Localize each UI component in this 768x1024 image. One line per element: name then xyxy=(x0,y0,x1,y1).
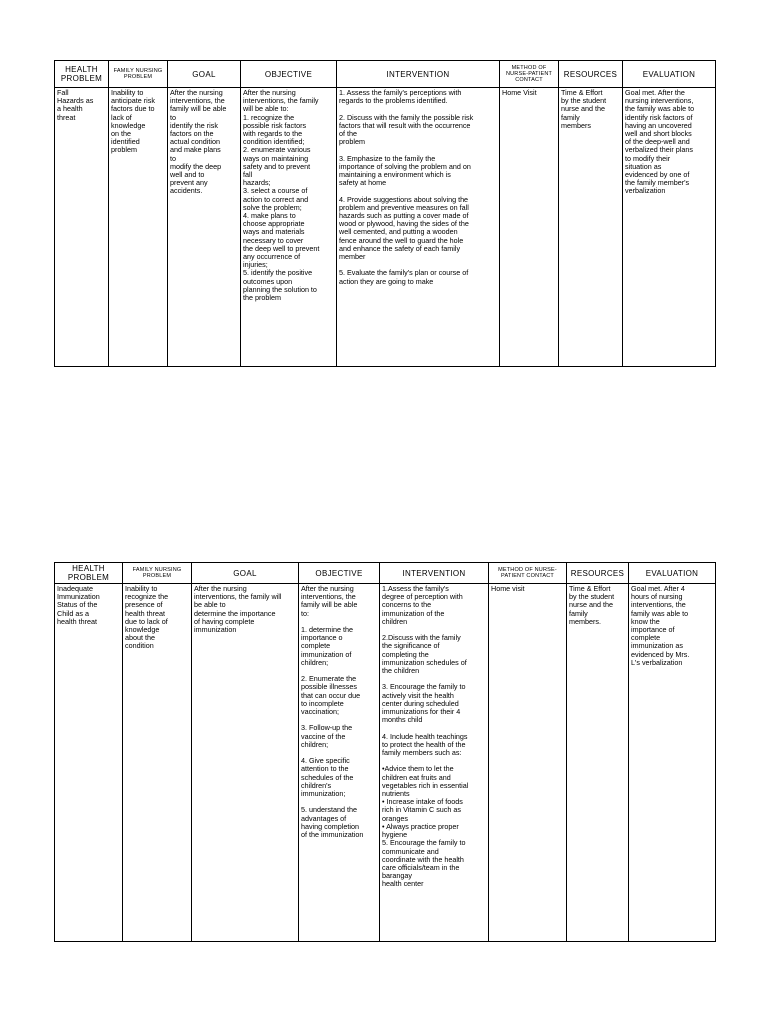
header-evaluation: EVALUATION xyxy=(623,61,716,88)
cell-text-line: health threat xyxy=(125,608,165,618)
cell-text-line: family will be able xyxy=(170,104,227,114)
cell-text-line: knowledge xyxy=(111,120,146,130)
cell-resources xyxy=(559,88,623,367)
cell-evaluation xyxy=(629,584,716,942)
cell-text-line: presence of xyxy=(125,600,163,610)
cell-text-line: Immunization xyxy=(57,592,100,602)
cell-text-line: • Always practice proper xyxy=(382,821,459,831)
cell-text-line: 4. Provide suggestions about solving the xyxy=(339,194,469,204)
cell-text-line: After the nursing xyxy=(170,88,223,97)
cell-text-line: immunization; xyxy=(301,789,346,799)
cell-text-line: importance o xyxy=(301,633,343,643)
cell-text-line: by the student xyxy=(569,592,615,602)
cell-text-line: well and short blocks xyxy=(625,129,692,139)
cell-text-line: hazards; xyxy=(243,178,271,188)
cell-text-line: action to correct and xyxy=(243,194,309,204)
cell-text-line: by the student xyxy=(561,96,607,106)
care-plan-table-immunization xyxy=(54,562,716,942)
cell-text-line: immunization of the xyxy=(382,608,445,618)
cell-text-line: members xyxy=(561,120,591,130)
cell-goal xyxy=(192,584,299,942)
cell-text-line: interventions, the xyxy=(301,592,356,602)
cell-text-line: know the xyxy=(631,616,660,626)
cell-family-nursing-problem xyxy=(123,584,192,942)
cell-text-line: interventions, the family will xyxy=(194,592,282,602)
header-goal: GOAL xyxy=(168,61,241,88)
cell-text-line: immunizations for their 4 xyxy=(382,707,461,717)
cell-text-line: Time & Effort xyxy=(569,584,611,593)
cell-text-line: to incomplete xyxy=(301,698,344,708)
cell-text-line: 5. understand the xyxy=(301,805,357,815)
cell-text-line: months child xyxy=(382,715,423,725)
cell-text-line: to modify their xyxy=(625,153,671,163)
cell-text-line: rich in Vitamin C such as xyxy=(382,805,461,815)
cell-text-line: complete xyxy=(301,641,331,651)
cell-text-line: about the xyxy=(125,633,155,643)
cell-text-line: Inability to xyxy=(125,584,158,593)
cell-text-line: hours of nursing xyxy=(631,592,683,602)
header-evaluation: EVALUATION xyxy=(629,563,716,584)
cell-text-line: on the xyxy=(111,129,131,139)
cell-text-line: recognize the xyxy=(125,592,169,602)
cell-text-line: center during scheduled xyxy=(382,698,459,708)
cell-text-line: •Advice them to let the xyxy=(382,764,454,774)
cell-text-line: the family member's xyxy=(625,178,690,188)
cell-text-line: hygiene xyxy=(382,830,408,840)
cell-family-nursing-problem xyxy=(109,88,168,367)
cell-text-line: actively visit the health xyxy=(382,690,454,700)
cell-text-line: Inability to xyxy=(111,88,144,97)
cell-text-line: schedules of the xyxy=(301,772,354,782)
cell-text-line: 3. select a course of xyxy=(243,186,308,196)
cell-text-line: oranges xyxy=(382,813,408,823)
cell-text-line: Home Visit xyxy=(502,88,537,97)
care-plan-table-fall-hazard xyxy=(54,60,716,367)
table-row xyxy=(55,88,716,367)
cell-text-line: identify the risk xyxy=(170,120,218,130)
header-goal: GOAL xyxy=(192,563,299,584)
cell-text-line: having completion xyxy=(301,821,359,831)
cell-text-line: factors that will result with the occurrence xyxy=(339,120,471,130)
cell-text-line: health center xyxy=(382,879,424,889)
cell-text-line: care officials/team in the xyxy=(382,862,460,872)
cell-text-line: injuries; xyxy=(243,260,268,270)
table-header-row xyxy=(55,563,716,584)
cell-text-line: 2.Discuss with the family xyxy=(382,633,461,643)
cell-text-line: vaccination; xyxy=(301,707,339,717)
cell-text-line: children eat fruits and xyxy=(382,772,451,782)
header-resources: RESOURCES xyxy=(567,563,629,584)
cell-health-problem xyxy=(55,584,123,942)
cell-text-line: ways and materials xyxy=(243,227,305,237)
cell-text-line: vegetables rich in essential xyxy=(382,780,469,790)
cell-text-line: nurse and the xyxy=(561,104,605,114)
cell-text-line: lack of xyxy=(111,112,132,122)
cell-text-line: Child as a xyxy=(57,608,89,618)
cell-text-line: members. xyxy=(569,616,601,626)
header-family-nursing-problem: FAMILY NURSING PROBLEM xyxy=(123,563,192,584)
header-intervention: INTERVENTION xyxy=(337,61,500,88)
cell-text-line: with regards to the xyxy=(243,129,303,139)
cell-text-line: immunization of xyxy=(301,649,352,659)
cell-text-line: importance of solving the problem and on xyxy=(339,161,471,171)
cell-objective xyxy=(241,88,337,367)
cell-text-line: maintaining a environment which is xyxy=(339,170,451,180)
cell-text-line: 4. Include health teachings xyxy=(382,731,468,741)
cell-text-line: problem and preventive measures on fall xyxy=(339,202,469,212)
cell-text-line: immunization xyxy=(194,625,237,635)
cell-text-line: the family was able to xyxy=(625,104,695,114)
header-objective: OBJECTIVE xyxy=(241,61,337,88)
cell-text-line: problem xyxy=(111,145,137,155)
cell-text-line: 4. make plans to xyxy=(243,211,296,221)
cell-text-line: family was able to xyxy=(631,608,689,618)
cell-text-line: Goal met. After the xyxy=(625,88,685,97)
cell-text-line: 2. enumerate various xyxy=(243,145,311,155)
cell-text-line: family will be able xyxy=(301,600,358,610)
cell-text-line: family xyxy=(569,608,588,618)
cell-text-line: coordinate with the health xyxy=(382,854,464,864)
cell-text-line: the problem xyxy=(243,293,281,303)
cell-text-line: due to lack of xyxy=(125,616,168,626)
cell-text-line: and make plans xyxy=(170,145,221,155)
cell-health-problem xyxy=(55,88,109,367)
cell-text-line: verbalization xyxy=(625,186,666,196)
header-objective: OBJECTIVE xyxy=(299,563,380,584)
cell-text-line: After the nursing xyxy=(301,584,354,593)
cell-text-line: barangay xyxy=(382,871,412,881)
cell-text-line: necessary to cover xyxy=(243,235,304,245)
cell-text-line: Hazards as xyxy=(57,96,94,106)
cell-text-line: be able to xyxy=(194,600,226,610)
cell-text-line: family members such as: xyxy=(382,748,462,758)
cell-method-of-contact xyxy=(500,88,559,367)
cell-text-line: 1. determine the xyxy=(301,625,353,635)
cell-text-line: nursing interventions, xyxy=(625,96,694,106)
cell-text-line: of the immunization xyxy=(301,830,364,840)
cell-text-line: Inadequate xyxy=(57,584,93,593)
cell-text-line: 4. Give specific xyxy=(301,756,350,766)
cell-text-line: 5. Encourage the family to xyxy=(382,838,466,848)
cell-text-line: will be able to: xyxy=(243,104,289,114)
cell-text-line: of the deep-well and xyxy=(625,137,690,147)
cell-evaluation xyxy=(623,88,716,367)
cell-text-line: 1. Assess the family's perceptions with xyxy=(339,88,462,97)
cell-text-line: anticipate risk xyxy=(111,96,155,106)
cell-text-line: attention to the xyxy=(301,764,349,774)
cell-text-line: to xyxy=(170,112,176,122)
header-health-problem: HEALTH PROBLEM xyxy=(55,61,109,88)
cell-method-of-contact xyxy=(489,584,567,942)
cell-text-line: well cemented, and putting a wooden xyxy=(339,227,458,237)
cell-text-line: possible risk factors xyxy=(243,120,307,130)
cell-text-line: fence around the well to guard the hole xyxy=(339,235,464,245)
cell-text-line: to protect the health of the xyxy=(382,739,466,749)
cell-text-line: nutrients xyxy=(382,789,410,799)
cell-text-line: knowledge xyxy=(125,625,160,635)
cell-text-line: the children xyxy=(382,666,420,676)
cell-text-line: 5. Evaluate the family's plan or course of xyxy=(339,268,469,278)
cell-text-line: interventions, the xyxy=(631,600,686,610)
cell-text-line: safety and to prevent xyxy=(243,161,311,171)
cell-text-line: prevent any xyxy=(170,178,208,188)
cell-text-line: planning the solution to xyxy=(243,284,317,294)
cell-text-line: children xyxy=(382,616,408,626)
cell-text-line: member xyxy=(339,252,366,262)
cell-text-line: wood or plywood, having the sides of the xyxy=(339,219,469,229)
cell-text-line: possible illnesses xyxy=(301,682,357,692)
cell-text-line: that can occur due xyxy=(301,690,361,700)
table-header-row xyxy=(55,61,716,88)
cell-text-line: actual condition xyxy=(170,137,220,147)
cell-text-line: and enhance the safety of each family xyxy=(339,243,461,253)
cell-text-line: to xyxy=(170,153,176,163)
cell-text-line: degree of perception with xyxy=(382,592,463,602)
cell-text-line: solve the problem; xyxy=(243,202,302,212)
header-method-of-contact: METHOD OF NURSE-PATIENT CONTACT xyxy=(500,61,559,88)
cell-text-line: immunization as xyxy=(631,641,683,651)
cell-text-line: immunization schedules of xyxy=(382,657,467,667)
cell-text-line: ways on maintaining xyxy=(243,153,309,163)
cell-text-line: health threat xyxy=(57,616,97,626)
cell-text-line: action they are going to make xyxy=(339,276,434,286)
cell-text-line: Time & Effort xyxy=(561,88,603,97)
cell-text-line: condition xyxy=(125,641,154,651)
cell-text-line: communicate and xyxy=(382,846,439,856)
cell-goal xyxy=(168,88,241,367)
header-health-problem: HEALTH PROBLEM xyxy=(55,563,123,584)
table-row xyxy=(55,584,716,942)
cell-text-line: 2. Discuss with the family the possible risk xyxy=(339,112,474,122)
cell-text-line: identified xyxy=(111,137,140,147)
cell-text-line: L's verbalization xyxy=(631,657,683,667)
cell-resources xyxy=(567,584,629,942)
cell-text-line: vaccine of the xyxy=(301,731,346,741)
cell-text-line: threat xyxy=(57,112,76,122)
cell-text-line: any occurrence of xyxy=(243,252,301,262)
cell-text-line: of having complete xyxy=(194,616,255,626)
cell-text-line: evidenced by Mrs. xyxy=(631,649,690,659)
cell-text-line: 1.Assess the family's xyxy=(382,584,449,593)
cell-text-line: hazards such as putting a cover made of xyxy=(339,211,469,221)
cell-text-line: interventions, the xyxy=(170,96,225,106)
header-method-of-contact: METHOD OF NURSE-PATIENT CONTACT xyxy=(489,563,567,584)
cell-text-line: the significance of xyxy=(382,641,440,651)
cell-text-line: Fall xyxy=(57,88,69,97)
cell-text-line: fall xyxy=(243,170,253,180)
header-resources: RESOURCES xyxy=(559,61,623,88)
cell-text-line: modify the deep xyxy=(170,161,222,171)
cell-text-line: identify risk factors of xyxy=(625,112,693,122)
cell-text-line: 3. Follow-up the xyxy=(301,723,353,733)
cell-text-line: interventions, the family xyxy=(243,96,319,106)
cell-text-line: Home visit xyxy=(491,584,525,593)
cell-text-line: After the nursing xyxy=(243,88,296,97)
cell-text-line: choose appropriate xyxy=(243,219,305,229)
cell-text-line: safety at home xyxy=(339,178,387,188)
cell-objective xyxy=(299,584,380,942)
cell-intervention xyxy=(380,584,489,942)
cell-text-line: condition identified; xyxy=(243,137,305,147)
cell-text-line: determine the importance xyxy=(194,608,276,618)
cell-text-line: having an uncovered xyxy=(625,120,692,130)
cell-text-line: 3. Encourage the family to xyxy=(382,682,466,692)
cell-text-line: 5. identify the positive xyxy=(243,268,313,278)
cell-text-line: of the xyxy=(339,129,357,139)
cell-text-line: 1. recognize the xyxy=(243,112,295,122)
cell-text-line: outcomes upon xyxy=(243,276,293,286)
cell-text-line: verbalized their plans xyxy=(625,145,693,155)
cell-text-line: regards to the problems identified. xyxy=(339,96,448,106)
header-family-nursing-problem: FAMILY NURSING PROBLEM xyxy=(109,61,168,88)
cell-text-line: nurse and the xyxy=(569,600,613,610)
cell-text-line: factors due to xyxy=(111,104,155,114)
cell-text-line: factors on the xyxy=(170,129,214,139)
cell-text-line: Goal met. After 4 xyxy=(631,584,685,593)
cell-text-line: children; xyxy=(301,739,329,749)
cell-text-line: situation as xyxy=(625,161,662,171)
cell-text-line: accidents. xyxy=(170,186,203,196)
cell-text-line: Status of the xyxy=(57,600,98,610)
cell-text-line: evidenced by one of xyxy=(625,170,690,180)
cell-text-line: After the nursing xyxy=(194,584,247,593)
cell-text-line: complete xyxy=(631,633,661,643)
cell-text-line: a health xyxy=(57,104,83,114)
cell-text-line: importance of xyxy=(631,625,675,635)
cell-text-line: children; xyxy=(301,657,329,667)
cell-intervention xyxy=(337,88,500,367)
cell-text-line: well and to xyxy=(170,170,205,180)
cell-text-line: concerns to the xyxy=(382,600,432,610)
cell-text-line: children's xyxy=(301,780,332,790)
cell-text-line: to: xyxy=(301,608,309,618)
cell-text-line: • Increase intake of foods xyxy=(382,797,463,807)
cell-text-line: the deep well to prevent xyxy=(243,243,320,253)
header-intervention: INTERVENTION xyxy=(380,563,489,584)
cell-text-line: family xyxy=(561,112,580,122)
cell-text-line: problem xyxy=(339,137,365,147)
cell-text-line: 3. Emphasize to the family the xyxy=(339,153,436,163)
cell-text-line: 2. Enumerate the xyxy=(301,674,357,684)
cell-text-line: completing the xyxy=(382,649,429,659)
cell-text-line: advantages of xyxy=(301,813,347,823)
